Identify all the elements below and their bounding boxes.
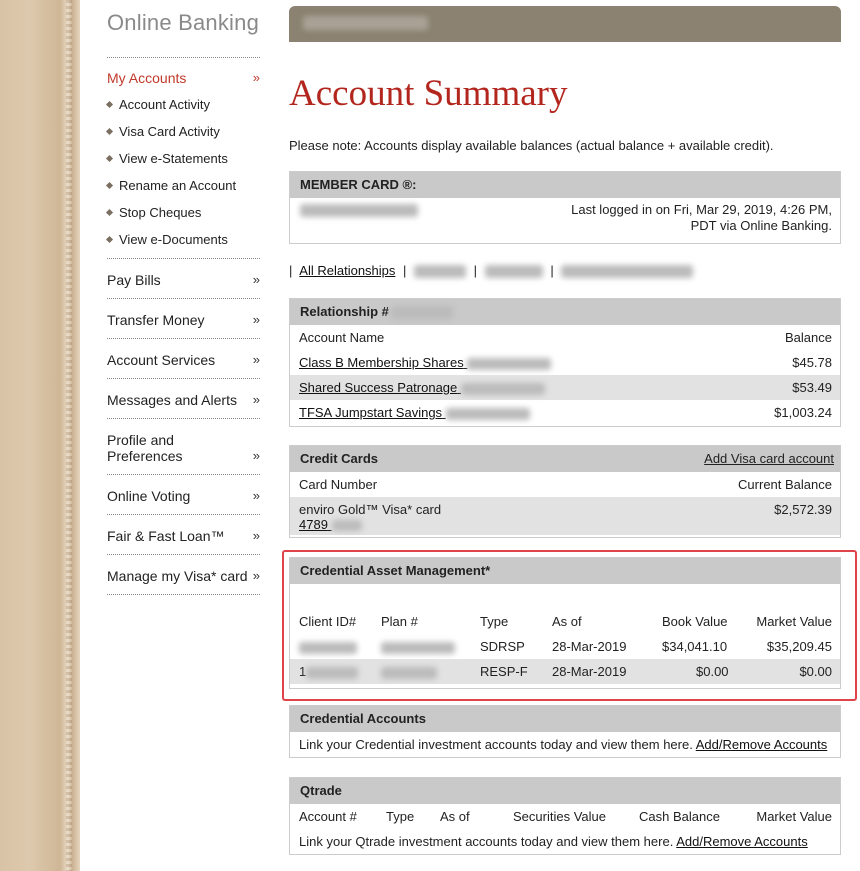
table-row (290, 375, 840, 400)
col-book-value: Book Value (662, 614, 728, 629)
online-banking-title: Online Banking (107, 10, 260, 35)
divider (107, 594, 260, 595)
sidebar-item-stop-cheques[interactable]: Stop Cheques (107, 205, 257, 220)
col-market-value: Market Value (756, 809, 832, 824)
chevron-right-icon: » (252, 352, 260, 367)
col-market-value: Market Value (756, 614, 832, 629)
col-cash: Cash Balance (639, 809, 720, 824)
nav-account-services[interactable]: Account Services » (107, 352, 260, 368)
all-relationships-link[interactable]: All Relationships (299, 263, 396, 278)
qtrade-link-row: Link your Qtrade investment accounts today and view them here. Add/Remove Accounts (299, 834, 808, 849)
member-card-panel (289, 171, 841, 244)
chevron-right-icon: » (252, 312, 260, 327)
divider (107, 514, 260, 515)
card-balance: $2,572.39 (774, 502, 832, 517)
chevron-right-icon: » (252, 70, 260, 85)
redacted-relationship-link[interactable] (414, 265, 466, 278)
add-remove-accounts-link[interactable]: Add/Remove Accounts (695, 737, 828, 752)
divider (107, 378, 260, 379)
relationship-panel (289, 298, 841, 427)
bullet-icon (106, 101, 113, 108)
table-row: 1 RESP-F 28-Mar-2019 $0.00 $0.00 (290, 659, 840, 684)
divider (107, 474, 260, 475)
bullet-icon (106, 209, 113, 216)
card-number-link[interactable]: 4789 (299, 517, 831, 532)
chevron-right-icon: » (252, 528, 260, 543)
nav-manage-visa[interactable]: Manage my Visa* card » (107, 568, 260, 584)
account-balance: $53.49 (792, 380, 832, 395)
qtrade-header: Qtrade (290, 778, 840, 804)
bullet-icon (106, 155, 113, 162)
chevron-right-icon: » (252, 448, 260, 463)
col-current-balance: Current Balance (738, 477, 832, 492)
bullet-icon (106, 182, 113, 189)
col-account-name: Account Name (299, 330, 385, 345)
member-card-header: MEMBER CARD ®: (290, 172, 840, 198)
add-remove-accounts-link[interactable]: Add/Remove Accounts (676, 834, 808, 849)
cam-header: Credential Asset Management* (290, 558, 840, 584)
table-row (290, 497, 840, 535)
account-link[interactable]: Shared Success Patronage (299, 380, 545, 395)
account-link[interactable]: TFSA Jumpstart Savings (299, 405, 530, 420)
relationship-tabs: | All Relationships | | | (289, 263, 697, 278)
redacted-card-number (300, 204, 418, 217)
col-account: Account # (299, 809, 357, 824)
col-type: Type (386, 809, 415, 824)
nav-profile-preferences[interactable]: Profile and Preferences (107, 432, 183, 464)
table-row (290, 400, 840, 425)
nav-transfer-money[interactable]: Transfer Money » (107, 312, 260, 328)
col-plan: Plan # (381, 614, 418, 629)
redacted-relationship-link[interactable] (561, 265, 693, 278)
table-row: SDRSP 28-Mar-2019 $34,041.10 $35,209.45 (290, 634, 840, 659)
credential-accounts-header: Credential Accounts (290, 706, 840, 732)
textured-margin (0, 0, 80, 871)
divider (107, 418, 260, 419)
chevron-right-icon: » (252, 272, 260, 287)
col-client-id: Client ID# (299, 614, 357, 629)
table-header-row (290, 472, 840, 497)
sidebar-item-rename-account[interactable]: Rename an Account (107, 178, 257, 193)
redacted-relationship-number (391, 306, 453, 319)
page-title: Account Summary (289, 73, 568, 114)
account-balance: $1,003.24 (774, 405, 832, 420)
table-row (290, 350, 840, 375)
table-header-row (290, 325, 840, 350)
sidebar-item-view-e-documents[interactable]: View e-Documents (107, 232, 257, 247)
sidebar-item-visa-card-activity[interactable]: Visa Card Activity (107, 124, 257, 139)
divider (107, 554, 260, 555)
col-type: Type (480, 614, 509, 629)
nav-fair-fast-loan[interactable]: Fair & Fast Loan™ » (107, 528, 260, 544)
col-balance: Balance (785, 330, 832, 345)
chevron-right-icon: » (252, 392, 260, 407)
divider (107, 298, 260, 299)
credential-accounts-panel (289, 705, 841, 758)
header-bar (289, 6, 841, 42)
divider (107, 57, 260, 58)
redacted-member-name (303, 16, 428, 30)
relationship-header: Relationship # (290, 299, 840, 325)
credit-cards-panel (289, 445, 841, 538)
sidebar-item-view-e-statements[interactable]: View e-Statements (107, 151, 257, 166)
sidebar-item-account-activity[interactable]: Account Activity (107, 97, 257, 112)
col-as-of: As of (552, 614, 582, 629)
add-visa-link[interactable]: Add Visa card account (704, 451, 834, 466)
qtrade-panel (289, 777, 841, 855)
nav-my-accounts[interactable] (107, 70, 260, 86)
credential-accounts-row: Link your Credential investment accounts today and view them here. Add/Remove Accounts (299, 737, 828, 752)
col-securities: Securities Value (513, 809, 606, 824)
account-balance: $45.78 (792, 355, 832, 370)
account-link[interactable]: Class B Membership Shares (299, 355, 551, 370)
col-card-number: Card Number (299, 477, 378, 492)
nav-messages-alerts[interactable]: Messages and Alerts » (107, 392, 260, 408)
card-name: enviro Gold™ Visa* card (299, 502, 442, 517)
balance-note: Please note: Accounts display available balances (actual balance + available credit). (289, 138, 774, 153)
divider (107, 258, 260, 259)
last-login-info: Last logged in on Fri, Mar 29, 2019, 4:26 PM, PDT via Online Banking. (571, 202, 832, 233)
credit-cards-header: Credit Cards Add Visa card account (290, 446, 840, 472)
bullet-icon (106, 236, 113, 243)
table-header-row (290, 804, 840, 829)
chevron-right-icon: » (252, 488, 260, 503)
nav-online-voting[interactable]: Online Voting » (107, 488, 260, 504)
nav-pay-bills[interactable]: Pay Bills » (107, 272, 260, 288)
redacted-relationship-link[interactable] (485, 265, 543, 278)
highlight-box (282, 550, 857, 701)
bullet-icon (106, 128, 113, 135)
col-as-of: As of (440, 809, 470, 824)
divider (107, 338, 260, 339)
chevron-right-icon: » (252, 568, 260, 583)
nav-label: My Accounts (107, 70, 187, 86)
